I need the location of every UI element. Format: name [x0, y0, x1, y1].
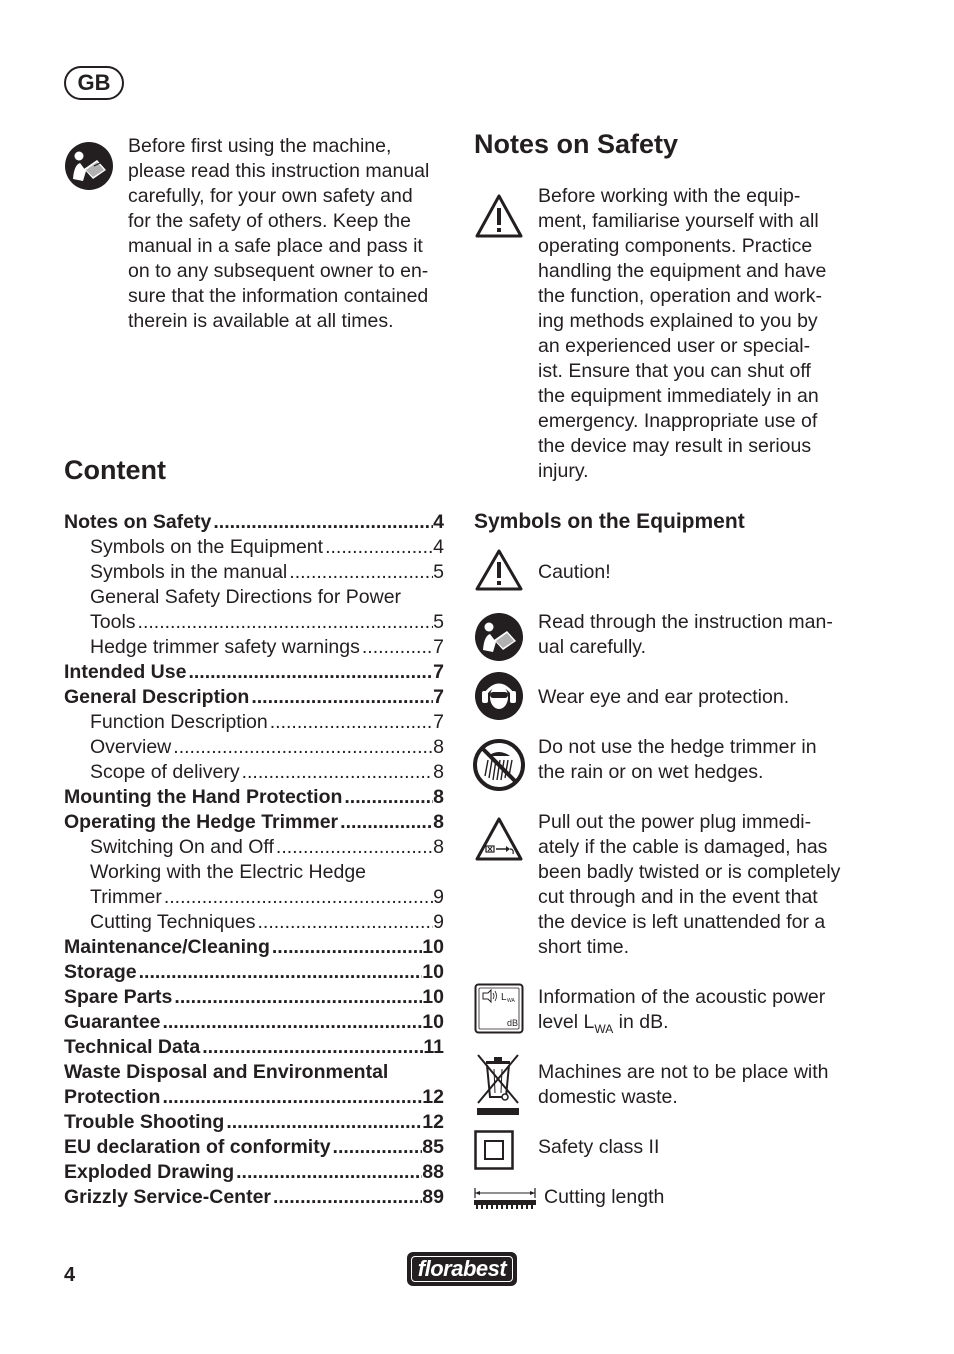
- toc-leader-dots: [323, 535, 433, 560]
- toc-entry: [64, 510, 444, 535]
- toc-entry-page: 10: [422, 936, 444, 958]
- content-heading: Content: [64, 455, 166, 485]
- intro-text: Before first using the machine, please read this instruction manual carefully, for your own safety and for the safety of others. Keep the manual in a safe place and pass it on to any subsequent owner to en- sure that the information contained therein is available at all times.: [128, 135, 430, 332]
- page-number: 4: [64, 1264, 76, 1286]
- toc-leader-dots: [136, 610, 434, 635]
- waste-text: Machines are not to be place with domestic waste.: [538, 1061, 829, 1108]
- toc-entry: [64, 760, 444, 785]
- toc-leader-dots: [200, 1035, 423, 1060]
- caution-text: Caution!: [538, 561, 611, 583]
- toc-leader-dots: [274, 835, 433, 860]
- toc-entry-title: Switching On and Off: [90, 836, 274, 858]
- toc-entry-page: 8: [433, 836, 444, 858]
- toc-leader-dots: [240, 760, 434, 785]
- toc-leader-dots: [224, 1110, 422, 1135]
- safety-class-text: Safety class II: [538, 1136, 660, 1158]
- toc-entry-page: 12: [422, 1086, 444, 1108]
- toc-entry-title: General Description: [64, 686, 250, 708]
- toc-entry-title: Overview: [90, 736, 172, 758]
- toc-entry: [64, 610, 444, 635]
- toc-leader-dots: [162, 885, 433, 910]
- crossed-bin-icon: [474, 1053, 522, 1117]
- toc-entry: [64, 835, 444, 860]
- toc-entry: [64, 1060, 444, 1085]
- toc-entry-page: 7: [433, 711, 444, 733]
- toc-entry: [64, 1085, 444, 1110]
- toc-entry-title: Intended Use: [64, 661, 187, 683]
- florabest-logo: [407, 1252, 517, 1286]
- toc-entry: [64, 785, 444, 810]
- toc-entry-page: 4: [433, 536, 444, 558]
- pull-plug-warning-icon: [474, 816, 524, 862]
- safety-class-icon: [474, 1130, 514, 1170]
- acoustic-icon-sub: WA: [507, 998, 515, 1004]
- toc-entry-title: Working with the Electric Hedge: [90, 861, 367, 883]
- toc-entry-title: Trouble Shooting: [64, 1111, 225, 1133]
- toc-entry: [64, 735, 444, 760]
- toc-entry: [64, 710, 444, 735]
- toc-entry: [64, 910, 444, 935]
- acoustic-power-text: [538, 985, 868, 1042]
- read-manual-icon: [474, 612, 524, 662]
- toc-entry-page: 9: [433, 886, 444, 908]
- toc-entry-page: 8: [433, 786, 444, 808]
- toc-entry-page: 4: [433, 511, 444, 533]
- toc-entry: [64, 1035, 444, 1060]
- toc-leader-dots: [160, 1010, 422, 1035]
- cutting-length-text: Cutting length: [544, 1186, 665, 1208]
- toc-entry-title: Mounting the Hand Protection: [64, 786, 343, 808]
- toc-entry-page: 7: [433, 686, 444, 708]
- eye-ear-protection-icon: [474, 671, 524, 721]
- toc-entry-title: Grizzly Service-Center: [64, 1186, 272, 1208]
- toc-entry: [64, 810, 444, 835]
- toc-entry-page: 8: [433, 811, 444, 833]
- toc-entry: [64, 860, 444, 885]
- toc-entry-page: 7: [433, 636, 444, 658]
- toc-entry-page: 8: [433, 761, 444, 783]
- warning-triangle-icon: [474, 193, 524, 239]
- acoustic-icon-unit: dB: [507, 1018, 519, 1028]
- toc-entry-title: Scope of delivery: [90, 761, 240, 783]
- toc-entry-title: Function Description: [90, 711, 268, 733]
- caution-triangle-icon: [474, 548, 524, 592]
- toc-entry-page: 88: [422, 1161, 444, 1183]
- toc-entry-page: 89: [422, 1186, 444, 1208]
- acoustic-power-icon: [474, 983, 524, 1034]
- toc-entry-title: Notes on Safety: [64, 511, 212, 533]
- toc-entry-title: EU declaration of conformity: [64, 1136, 331, 1158]
- toc-entry-title: Technical Data: [64, 1036, 201, 1058]
- toc-entry-title: General Safety Directions for Power: [90, 586, 402, 608]
- toc-entry-title: Waste Disposal and Environmental: [64, 1061, 389, 1083]
- toc-entry-page: 11: [423, 1036, 444, 1058]
- toc-leader-dots: [160, 1085, 422, 1110]
- logo-text: florabest: [417, 1256, 507, 1281]
- toc-leader-dots: [186, 660, 433, 685]
- toc-entry-page: 10: [422, 986, 444, 1008]
- toc-entry: [64, 660, 444, 685]
- toc-entry-title: Storage: [64, 961, 137, 983]
- toc-entry-title: Symbols in the manual: [90, 561, 288, 583]
- acoustic-text-unit: in dB.: [613, 1011, 669, 1033]
- toc-entry-title: Tools: [90, 611, 136, 633]
- toc-entry-page: 9: [433, 911, 444, 933]
- no-rain-text: Do not use the hedge trimmer in the rain or on wet hedges.: [538, 736, 817, 783]
- toc-leader-dots: [338, 810, 433, 835]
- toc-leader-dots: [270, 935, 422, 960]
- toc-leader-dots: [137, 960, 423, 985]
- no-rain-icon: [472, 738, 526, 792]
- language-badge: GB: [64, 66, 124, 100]
- toc-entry: [64, 1185, 444, 1210]
- toc-entry-title: Protection: [64, 1086, 161, 1108]
- symbols-heading: Symbols on the Equipment: [474, 510, 745, 533]
- toc-leader-dots: [287, 560, 433, 585]
- toc-entry-page: 10: [422, 1011, 444, 1033]
- toc-entry-page: 85: [422, 1136, 444, 1158]
- toc-entry-title: Symbols on the Equipment: [90, 536, 324, 558]
- table-of-contents: [64, 510, 444, 1210]
- toc-entry: [64, 885, 444, 910]
- toc-entry: [64, 535, 444, 560]
- toc-entry-page: 7: [433, 661, 444, 683]
- toc-entry-page: 10: [422, 961, 444, 983]
- notes-on-safety-heading: Notes on Safety: [474, 129, 679, 159]
- toc-entry-title: Cutting Techniques: [90, 911, 256, 933]
- toc-entry: [64, 1135, 444, 1160]
- cutting-length-icon: [472, 1186, 538, 1212]
- toc-leader-dots: [342, 785, 433, 810]
- pull-plug-text: Pull out the power plug immedi- ately if the cable is damaged, has been badly twisted or is completely cut through and in the event that the device is left unattended for a short time.: [538, 811, 841, 958]
- toc-entry-page: 5: [433, 561, 444, 583]
- toc-entry: [64, 560, 444, 585]
- read-manual-icon: [64, 141, 114, 191]
- toc-leader-dots: [234, 1160, 422, 1185]
- toc-entry-title: Maintenance/Cleaning: [64, 936, 270, 958]
- toc-entry-page: 12: [422, 1111, 444, 1133]
- read-manual-text: Read through the instruction man- ual carefully.: [538, 611, 833, 658]
- toc-entry-title: Spare Parts: [64, 986, 173, 1008]
- toc-entry-title: Exploded Drawing: [64, 1161, 235, 1183]
- toc-entry: [64, 1010, 444, 1035]
- toc-entry-page: 5: [433, 611, 444, 633]
- acoustic-text-sub: WA: [594, 1021, 614, 1036]
- toc-entry-title: Trimmer: [90, 886, 162, 908]
- toc-leader-dots: [211, 510, 433, 535]
- toc-entry-page: 8: [433, 736, 444, 758]
- toc-leader-dots: [171, 735, 433, 760]
- toc-leader-dots: [249, 685, 433, 710]
- toc-entry: [64, 985, 444, 1010]
- toc-entry-title: Operating the Hedge Trimmer: [64, 811, 339, 833]
- eye-ear-text: Wear eye and ear protection.: [538, 686, 790, 708]
- toc-entry: [64, 1110, 444, 1135]
- toc-leader-dots: [256, 910, 434, 935]
- toc-entry: [64, 585, 444, 610]
- toc-entry-title: Guarantee: [64, 1011, 161, 1033]
- toc-entry: [64, 960, 444, 985]
- acoustic-text-main: Information of the acoustic power level L: [538, 986, 826, 1033]
- toc-entry: [64, 685, 444, 710]
- toc-entry: [64, 1160, 444, 1185]
- safety-text: Before working with the equip- ment, familiarise yourself with all operating components. Practice handling the equipment and have the function, operation and work- ing methods explained to you by an experienced user or special- ist. Ensure that you can shut off the equipment immediately in an emergency. Inappropriate use of the device may result in serious injury.: [538, 185, 827, 482]
- toc-leader-dots: [268, 710, 433, 735]
- toc-leader-dots: [271, 1185, 422, 1210]
- toc-entry: [64, 635, 444, 660]
- toc-entry: [64, 935, 444, 960]
- toc-entry-title: Hedge trimmer safety warnings: [90, 636, 360, 658]
- toc-leader-dots: [331, 1135, 423, 1160]
- acoustic-icon-label: L: [501, 992, 507, 1003]
- toc-leader-dots: [172, 985, 422, 1010]
- toc-leader-dots: [360, 635, 433, 660]
